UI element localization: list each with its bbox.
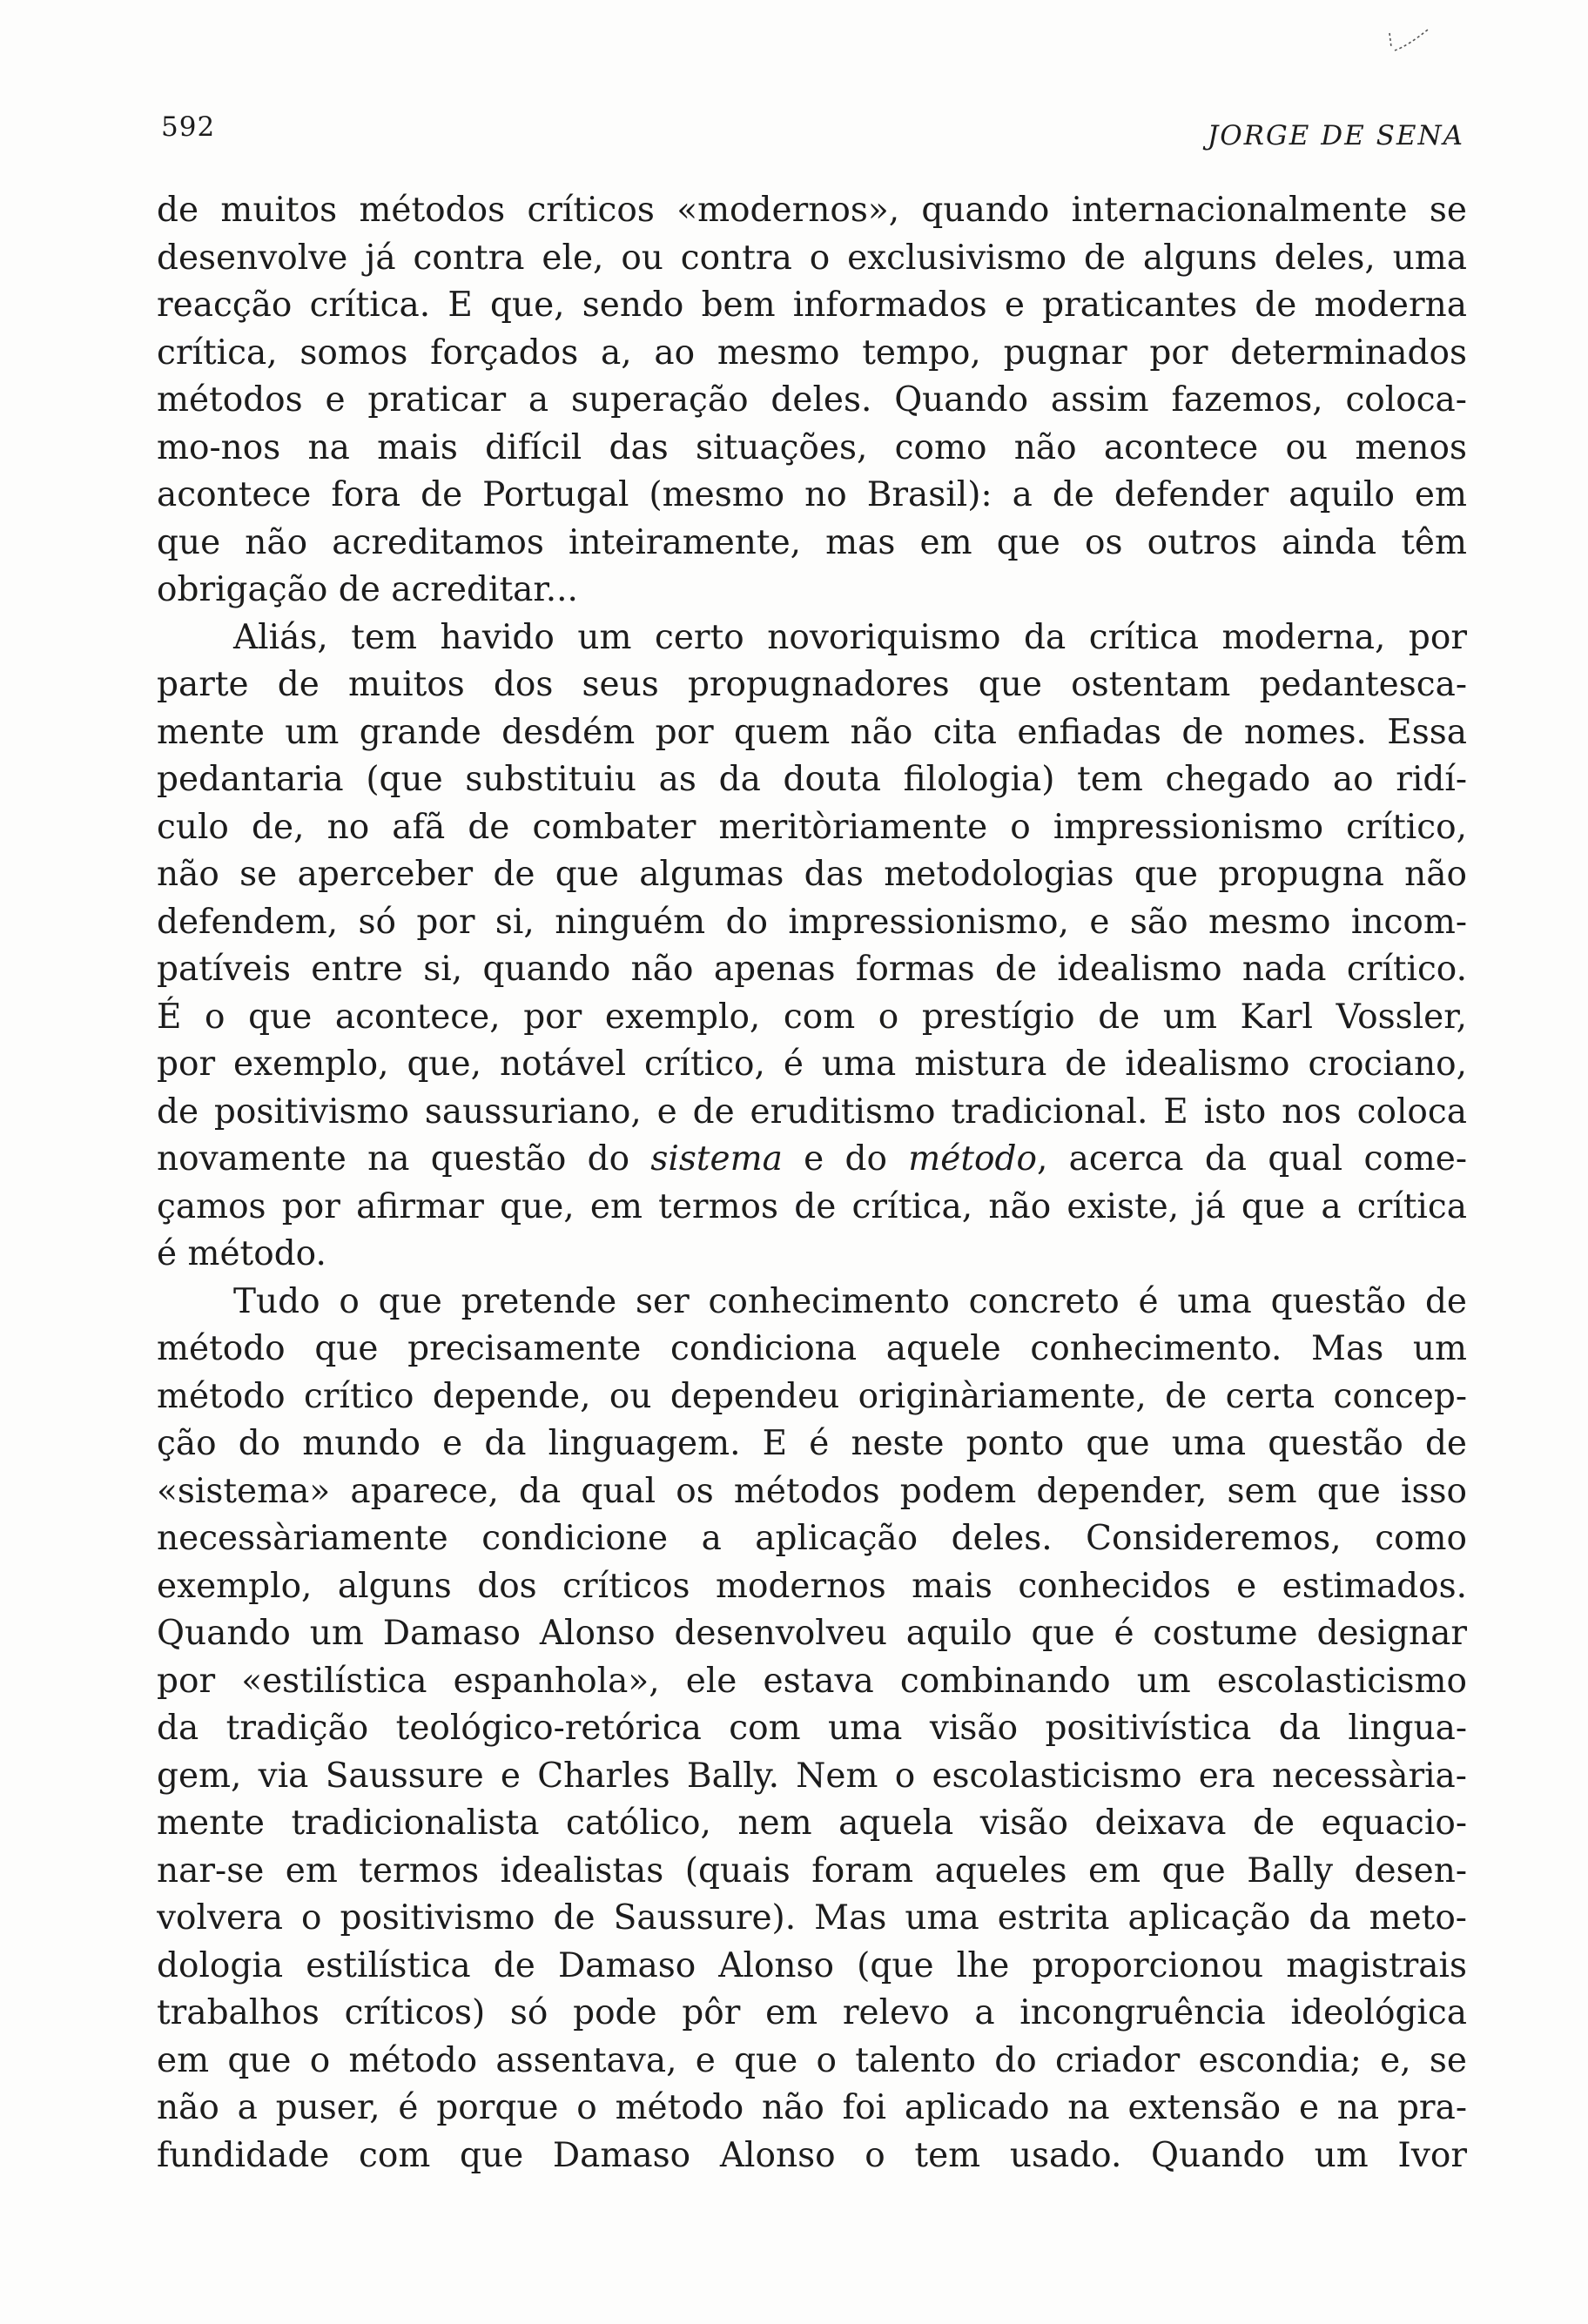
text-line: desenvolve já contra ele, ou contra o exclusivismo de alguns deles, uma bbox=[157, 238, 1467, 278]
text-span: , acerca da qual come- bbox=[1036, 1139, 1467, 1179]
text-span: novamente na questão do bbox=[157, 1139, 651, 1179]
paragraph-first-line: Tudo o que pretende ser conhecimento concreto é uma questão de bbox=[233, 1281, 1467, 1321]
text-line bbox=[157, 1136, 1467, 1184]
text-line: de muitos métodos críticos «modernos», quando internacionalmente se bbox=[157, 191, 1467, 230]
text-line: exemplo, alguns dos críticos modernos mais conhecidos e estimados. bbox=[157, 1566, 1467, 1606]
text-line: ção do mundo e da linguagem. E é neste ponto que uma questão de bbox=[157, 1424, 1467, 1463]
text-line: por exemplo, que, notável crítico, é uma mistura de idealismo crociano, bbox=[157, 1044, 1467, 1084]
text-line: parte de muitos dos seus propugnadores que ostentam pedantesca- bbox=[157, 665, 1467, 704]
text-line: culo de, no afã de combater meritòriamente o impressionismo crítico, bbox=[157, 807, 1467, 847]
text-line: é método. bbox=[157, 1234, 326, 1273]
text-line: nar-se em termos idealistas (quais foram aqueles em que Bally desen- bbox=[157, 1850, 1467, 1891]
text-line: trabalhos críticos) só pode pôr em relevo a incongruência ideológica bbox=[157, 1993, 1467, 2032]
text-line: mente um grande desdém por quem não cita enfiadas de nomes. Essa bbox=[157, 712, 1467, 752]
text-span: e do bbox=[782, 1139, 909, 1179]
text-line: çamos por afirmar que, em termos de crítica, não existe, já que a crítica bbox=[157, 1186, 1467, 1226]
text-line: que não acreditamos inteiramente, mas em que os outros ainda têm bbox=[157, 522, 1467, 562]
text-line: não a puser, é porque o método não foi aplicado na extensão e na pra- bbox=[157, 2088, 1467, 2127]
paragraph-first-line: Aliás, tem havido um certo novoriquismo da crítica moderna, por bbox=[233, 617, 1467, 657]
text-line: dologia estilística de Damaso Alonso (que lhe proporcionou magistrais bbox=[157, 1945, 1467, 1985]
text-line: por «estilística espanhola», ele estava combinando um escolasticismo bbox=[157, 1661, 1467, 1701]
text-line: acontece fora de Portugal (mesmo no Brasil): a de defender aquilo em bbox=[157, 475, 1467, 514]
page-header bbox=[161, 111, 1464, 164]
text-line: reacção crítica. E que, sendo bem informados e praticantes de moderna bbox=[157, 285, 1467, 325]
text-line: métodos e praticar a superação deles. Quando assim fazemos, coloca- bbox=[157, 380, 1467, 420]
text-line: método crítico depende, ou dependeu originàriamente, de certa concep- bbox=[157, 1376, 1467, 1416]
text-line: de positivismo saussuriano, e de eruditismo tradicional. E isto nos coloca bbox=[157, 1091, 1467, 1132]
text-line: gem, via Saussure e Charles Bally. Nem o escolasticismo era necessària- bbox=[157, 1756, 1467, 1796]
text-line: fundidade com que Damaso Alonso o tem usado. Quando um Ivor bbox=[157, 2135, 1467, 2175]
text-line: mo-nos na mais difícil das situações, como não acontece ou menos bbox=[157, 427, 1467, 467]
pencil-mark-icon bbox=[1383, 24, 1435, 59]
text-line: «sistema» aparece, da qual os métodos podem depender, sem que isso bbox=[157, 1471, 1467, 1511]
page-number: 592 bbox=[161, 111, 216, 143]
running-head: JORGE DE SENA bbox=[1207, 120, 1464, 151]
text-line: método que precisamente condiciona aquele conhecimento. Mas um bbox=[157, 1329, 1467, 1368]
text-line: não se aperceber de que algumas das metodologias que propugna não bbox=[157, 855, 1467, 894]
text-line: crítica, somos forçados a, ao mesmo tempo, pugnar por determinados bbox=[157, 332, 1467, 373]
text-line: mente tradicionalista católico, nem aquela visão deixava de equacio- bbox=[157, 1803, 1467, 1843]
text-line: obrigação de acreditar... bbox=[157, 570, 578, 609]
text-line: defendem, só por si, ninguém do impressionismo, e são mesmo incom- bbox=[157, 902, 1467, 942]
text-line: da tradição teológico-retórica com uma visão positivística da lingua- bbox=[157, 1709, 1467, 1748]
text-line: necessàriamente condicione a aplicação deles. Consideremos, como bbox=[157, 1519, 1467, 1558]
text-line: É o que acontece, por exemplo, com o prestígio de um Karl Vossler, bbox=[157, 997, 1467, 1037]
italic-term-sistema: sistema bbox=[650, 1139, 783, 1179]
italic-term-metodo: método bbox=[908, 1139, 1037, 1179]
text-line: Quando um Damaso Alonso desenvolveu aquilo que é costume designar bbox=[157, 1614, 1467, 1653]
text-line: em que o método assentava, e que o talento do criador escondia; e, se bbox=[157, 2040, 1467, 2080]
text-line: pedantaria (que substituiu as da douta filologia) tem chegado ao ridí- bbox=[157, 760, 1467, 799]
text-line: volvera o positivismo de Saussure). Mas uma estrita aplicação da meto- bbox=[157, 1898, 1467, 1938]
text-line: patíveis entre si, quando não apenas formas de idealismo nada crítico. bbox=[157, 950, 1467, 989]
body-text bbox=[157, 187, 1467, 2180]
